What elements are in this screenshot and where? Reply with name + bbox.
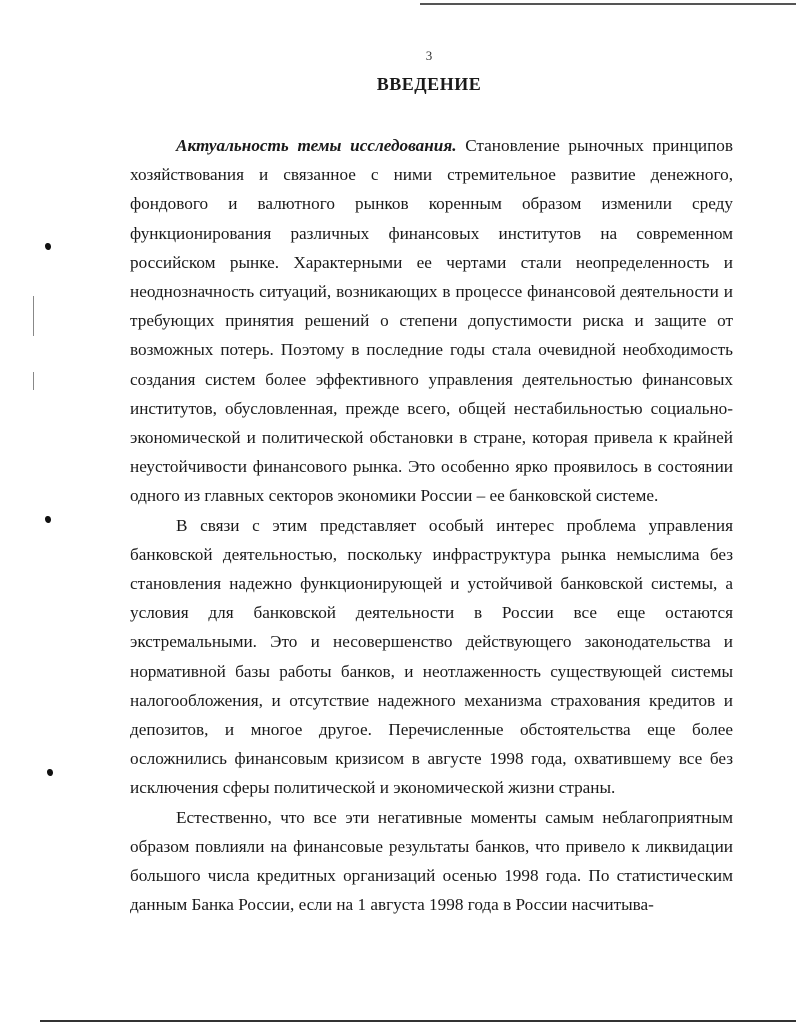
- paragraph-relevance: [130, 131, 733, 511]
- binding-hole-speck: [45, 516, 51, 523]
- scan-edge-bottom: [40, 1020, 796, 1022]
- paragraph-lead: Актуальность темы исследования.: [176, 136, 457, 155]
- scan-margin-mark: [33, 296, 34, 336]
- binding-hole-speck: [47, 769, 53, 776]
- scan-edge-top: [420, 3, 796, 5]
- paragraph-text: Становление рыночных принципов хозяйствования и связанное с ними стремительное развитие денежного, фондового и валютного рынков коренным образом изменили среду функционирования различных финансовых институтов на современном российском рынке. Характерными ее чертами стали неопределенность и неоднозначность ситуаций, возникающих в процессе финансовой деятельности и требующих принятия решений о степени допустимости риска и защите от возможных потерь. Поэтому в последние годы стала очевидной необходимость создания систем более эффективного управления деятельностью финансовых институтов, обусловленная, прежде всего, общей нестабильностью социально-экономической и политической обстановки в стране, которая привела к крайней неустойчивости финансового рынка. Это особенно ярко проявилось в состоянии одного из главных секторов экономики России – ее банковской системе.: [130, 136, 733, 506]
- page-title: ВВЕДЕНИЕ: [376, 74, 482, 94]
- paragraph-banking-management: В связи с этим представляет особый интерес проблема управления банковской деятельностью, поскольку инфраструктура рынка немыслима без становления надежно функционирующей и устойчивой банковской системы, а условия для банковской деятельности в России все еще остаются экстремальными. Это и несовершенство действующего законодательства и нормативной базы работы банков, и неотлаженность существующей системы налогообложения, и отсутствие надежного механизма страхования кредитов и депозитов, и многое другое. Перечисленные обстоятельства еще более осложнились финансовым кризисом в августе 1998 года, охватившему все без исключения сферы политической и экономической жизни страны.: [130, 515, 733, 798]
- scan-margin-mark: [33, 372, 34, 390]
- paragraph-crisis-consequences: Естественно, что все эти негативные моменты самым неблагоприятным образом повлияли на финансовые результаты банков, что привело к ликвидации большого числа кредитных организаций осенью 1998 года. По статистическим данным Банка России, если на 1 августа 1998 года в России насчитыва-: [130, 807, 733, 915]
- binding-hole-speck: [45, 243, 51, 250]
- page-number: 3: [425, 48, 433, 63]
- document-body: [130, 131, 733, 919]
